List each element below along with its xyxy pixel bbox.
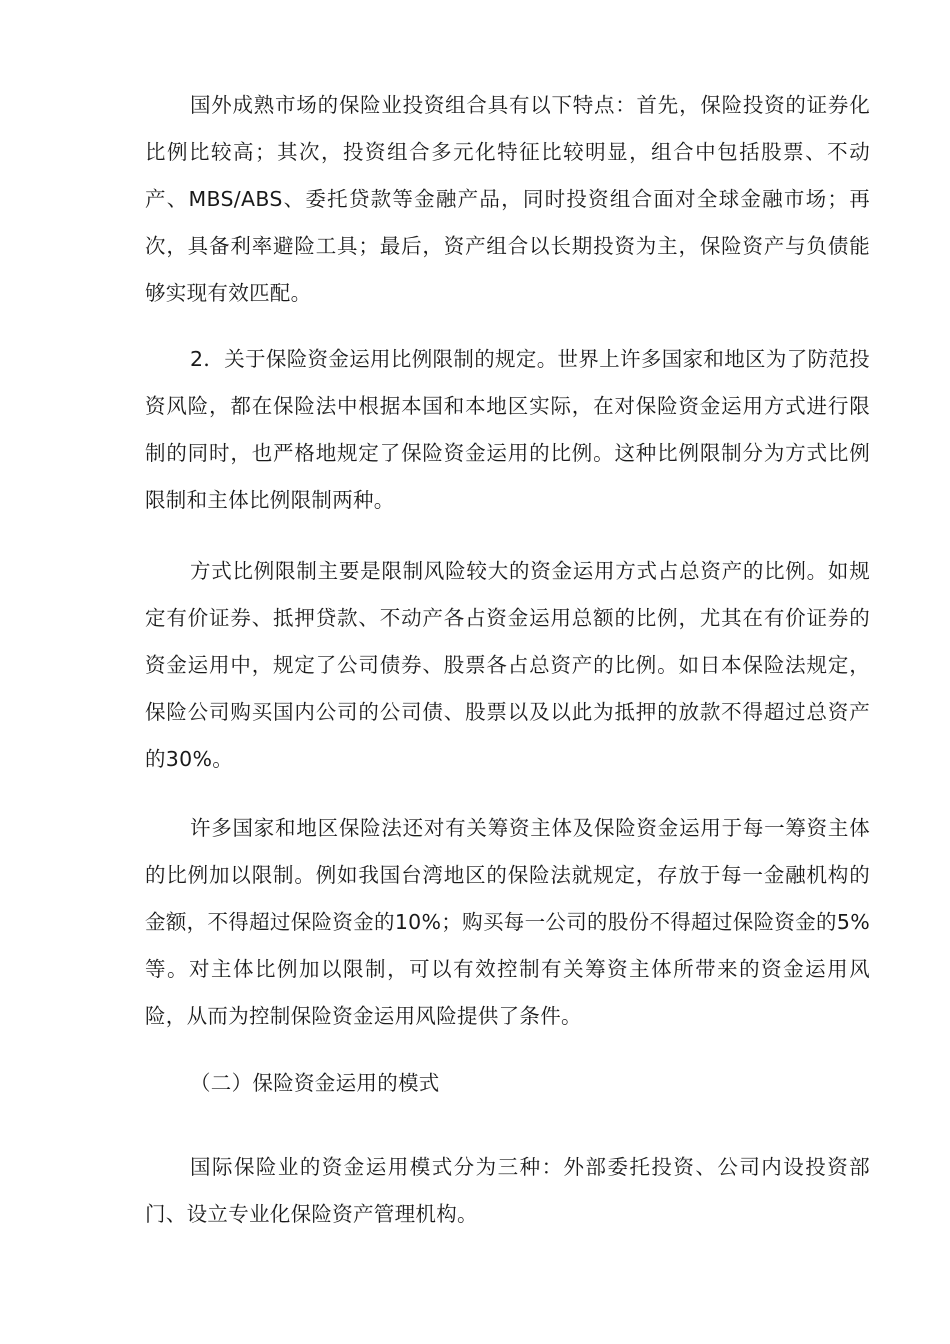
paragraph-ratio-regulation: 2．关于保险资金运用比例限制的规定。世界上许多国家和地区为了防范投资风险，都在保险法中根据本国和本地区实际，在对保险资金运用方式进行限制的同时，也严格地规定了保险资金运用的比例。这种比例限制分为方式比例限制和主体比例限制两种。 xyxy=(145,347,870,512)
paragraph-investment-modes: 国际保险业的资金运用模式分为三种：外部委托投资、公司内设投资部门、设立专业化保险资产管理机构。 xyxy=(145,1155,870,1226)
paragraph-method-ratio-limit: 方式比例限制主要是限制风险较大的资金运用方式占总资产的比例。如规定有价证券、抵押贷款、不动产各占资金运用总额的比例，尤其在有价证券的资金运用中，规定了公司债券、股票各占总资产的比例。如日本保险法规定，保险公司购买国内公司的公司债、股票以及以此为抵押的放款不得超过总资产的30%。 xyxy=(145,559,870,771)
paragraph-portfolio-features: 国外成熟市场的保险业投资组合具有以下特点：首先，保险投资的证券化比例比较高；其次，投资组合多元化特征比较明显，组合中包括股票、不动产、MBS/ABS、委托贷款等金融产品，同时投资组合面对全球金融市场；再次，具备利率避险工具；最后，资产组合以长期投资为主，保险资产与负债能够实现有效匹配。 xyxy=(145,93,870,305)
section-heading: （二）保险资金运用的模式 xyxy=(190,1071,440,1095)
paragraph-entity-ratio-limit: 许多国家和地区保险法还对有关筹资主体及保险资金运用于每一筹资主体的比例加以限制。例如我国台湾地区的保险法就规定，存放于每一金融机构的金额，不得超过保险资金的10%；购买每一公司的股份不得超过保险资金的5%等。对主体比例加以限制，可以有效控制有关筹资主体所带来的资金运用风险，从而为控制保险资金运用风险提供了条件。 xyxy=(145,816,870,1028)
